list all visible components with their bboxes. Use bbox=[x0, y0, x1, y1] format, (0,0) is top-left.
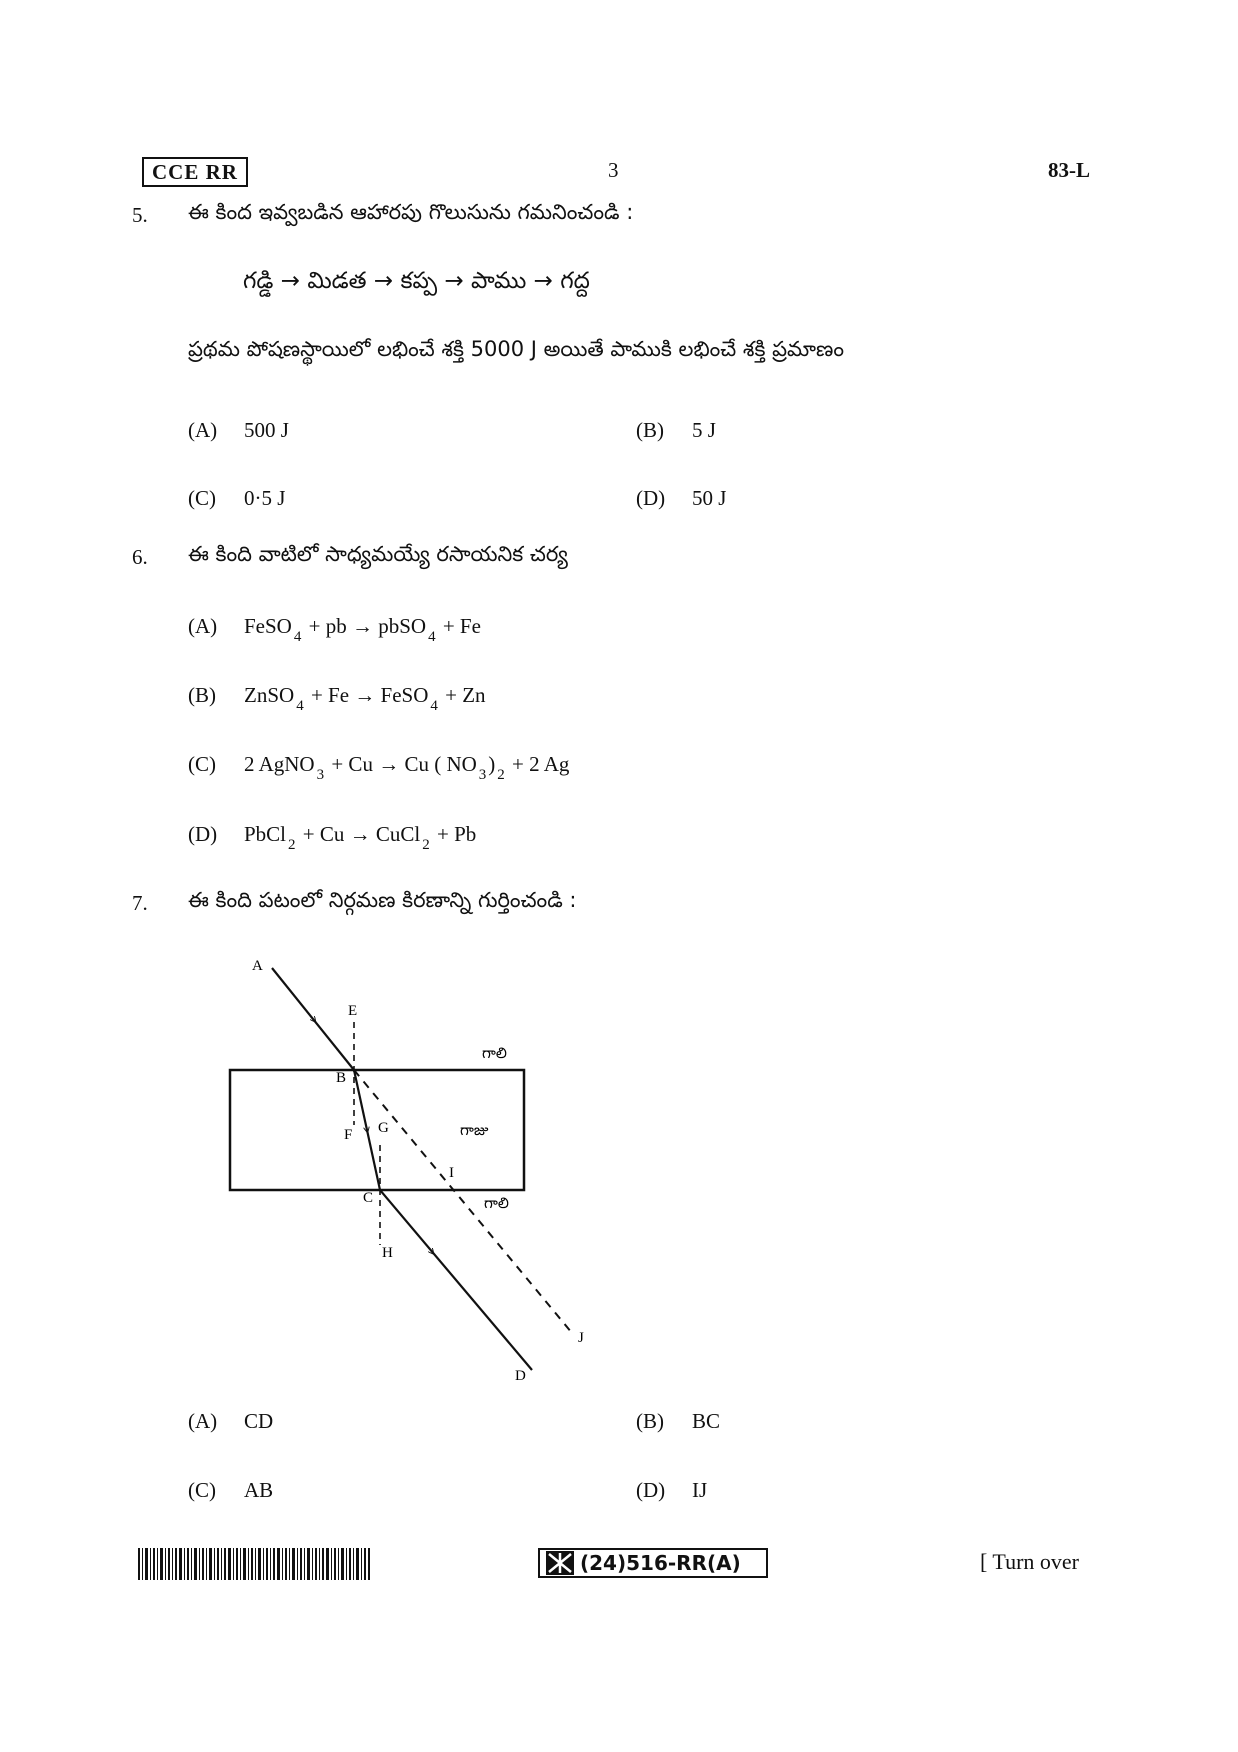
option-label: (A) bbox=[188, 1409, 218, 1433]
q7-option-d[interactable] bbox=[636, 1478, 707, 1503]
equation-part: PbCl bbox=[244, 822, 287, 846]
label-point-b: B bbox=[336, 1070, 347, 1086]
option-text: BC bbox=[692, 1409, 721, 1433]
q6-text: ఈ కింది వాటిలో సాధ్యమయ్యే రసాయనిక చర్య bbox=[188, 542, 568, 566]
label-point-h: H bbox=[382, 1245, 393, 1261]
option-text: IJ bbox=[692, 1478, 708, 1502]
option-text: 500 J bbox=[244, 418, 289, 442]
label-point-c: C bbox=[363, 1190, 374, 1206]
cross-pattern-icon bbox=[546, 1551, 574, 1575]
q5-question: ప్రథమ పోషణస్థాయిలో లభించే శక్తి 5000 J అయితే పాముకి లభించే శక్తి ప్రమాణం bbox=[188, 337, 844, 361]
q5-option-d[interactable] bbox=[636, 486, 726, 511]
subscript: 3 bbox=[478, 767, 487, 783]
q7-text: ఈ కింది పటంలో నిర్గమణ కిరణాన్ని గుర్తించండి : bbox=[188, 888, 577, 912]
subscript: 3 bbox=[316, 767, 325, 783]
equation-part: + Zn bbox=[439, 683, 486, 707]
label-point-j: J bbox=[578, 1330, 584, 1346]
option-label: (D) bbox=[188, 822, 218, 846]
footer-paper-code-box bbox=[538, 1548, 768, 1578]
q6-option-d[interactable] bbox=[188, 822, 477, 853]
subscript: 2 bbox=[422, 837, 430, 853]
label-point-g: G bbox=[378, 1120, 389, 1136]
q7-option-a[interactable] bbox=[188, 1409, 273, 1434]
label-glass: గాజు bbox=[460, 1121, 489, 1139]
subscript: 2 bbox=[288, 837, 296, 853]
equation-part: + 2 Ag bbox=[506, 752, 570, 776]
refraction-diagram bbox=[220, 950, 620, 1400]
equation-part: + Fe → FeSO bbox=[305, 683, 429, 707]
q7-number: 7. bbox=[132, 891, 148, 915]
subscript: 4 bbox=[293, 629, 302, 645]
label-air-top: గాలి bbox=[482, 1044, 507, 1062]
label-point-e: E bbox=[348, 1003, 358, 1019]
q5-text: ఈ కింద ఇవ్వబడిన ఆహారపు గొలుసును గమనించండి : bbox=[188, 200, 634, 224]
option-text: 5 J bbox=[692, 418, 716, 442]
barcode bbox=[138, 1548, 370, 1580]
equation-part: + Cu → CuCl bbox=[297, 822, 421, 846]
footer-code-text: (24)516-RR(A) bbox=[580, 1551, 741, 1575]
turn-over-text: [ Turn over bbox=[980, 1549, 1080, 1574]
option-label: (A) bbox=[188, 614, 218, 638]
label-point-d: D bbox=[515, 1368, 526, 1384]
extended-ray-bj bbox=[354, 1070, 572, 1333]
option-label: (A) bbox=[188, 418, 218, 442]
q6-number: 6. bbox=[132, 545, 148, 569]
option-label: (C) bbox=[188, 1478, 216, 1502]
equation-part: 2 AgNO bbox=[244, 752, 315, 776]
equation-part: + Pb bbox=[431, 822, 477, 846]
header-box-label: CCE RR bbox=[142, 157, 248, 187]
option-label: (D) bbox=[636, 1478, 666, 1502]
subscript: 2 bbox=[497, 767, 505, 783]
equation-part: ZnSO bbox=[244, 683, 295, 707]
equation-part: FeSO bbox=[244, 614, 292, 638]
equation-part: + pb → pbSO bbox=[303, 614, 427, 638]
label-point-a: A bbox=[252, 958, 263, 974]
subscript: 4 bbox=[296, 698, 304, 714]
option-text: 0·5 J bbox=[244, 486, 286, 510]
subscript: 4 bbox=[430, 698, 438, 714]
q5-number: 5. bbox=[132, 203, 148, 227]
option-label: (B) bbox=[188, 683, 216, 707]
subscript: 4 bbox=[428, 629, 436, 645]
page-number: 3 bbox=[608, 158, 619, 182]
equation-part: + Cu → Cu ( NO bbox=[326, 752, 477, 776]
option-text: 50 J bbox=[692, 486, 727, 510]
q6-option-b[interactable] bbox=[188, 683, 486, 714]
equation-part: + Fe bbox=[437, 614, 481, 638]
q7-option-c[interactable] bbox=[188, 1478, 273, 1503]
q6-option-c[interactable] bbox=[188, 752, 570, 783]
incident-ray-ab bbox=[272, 968, 354, 1070]
q6-option-a[interactable] bbox=[188, 614, 481, 645]
q5-option-b[interactable] bbox=[636, 418, 716, 443]
option-label: (C) bbox=[188, 486, 216, 510]
q5-food-chain: గడ్డి → మిడత → కప్ప → పాము → గద్ద bbox=[243, 268, 590, 294]
option-label: (D) bbox=[636, 486, 666, 510]
label-point-f: F bbox=[344, 1127, 353, 1143]
q5-option-a[interactable] bbox=[188, 418, 289, 443]
option-label: (B) bbox=[636, 1409, 664, 1433]
paper-code: 83-L bbox=[1048, 158, 1090, 182]
q7-option-b[interactable] bbox=[636, 1409, 720, 1434]
option-text: AB bbox=[244, 1478, 274, 1502]
option-label: (B) bbox=[636, 418, 664, 442]
label-point-i: I bbox=[449, 1165, 454, 1181]
q5-option-c[interactable] bbox=[188, 486, 285, 511]
equation-part: ) bbox=[488, 752, 496, 776]
label-air-bottom: గాలి bbox=[484, 1194, 509, 1212]
emergent-ray-cd bbox=[380, 1190, 532, 1370]
option-label: (C) bbox=[188, 752, 216, 776]
option-text: CD bbox=[244, 1409, 274, 1433]
